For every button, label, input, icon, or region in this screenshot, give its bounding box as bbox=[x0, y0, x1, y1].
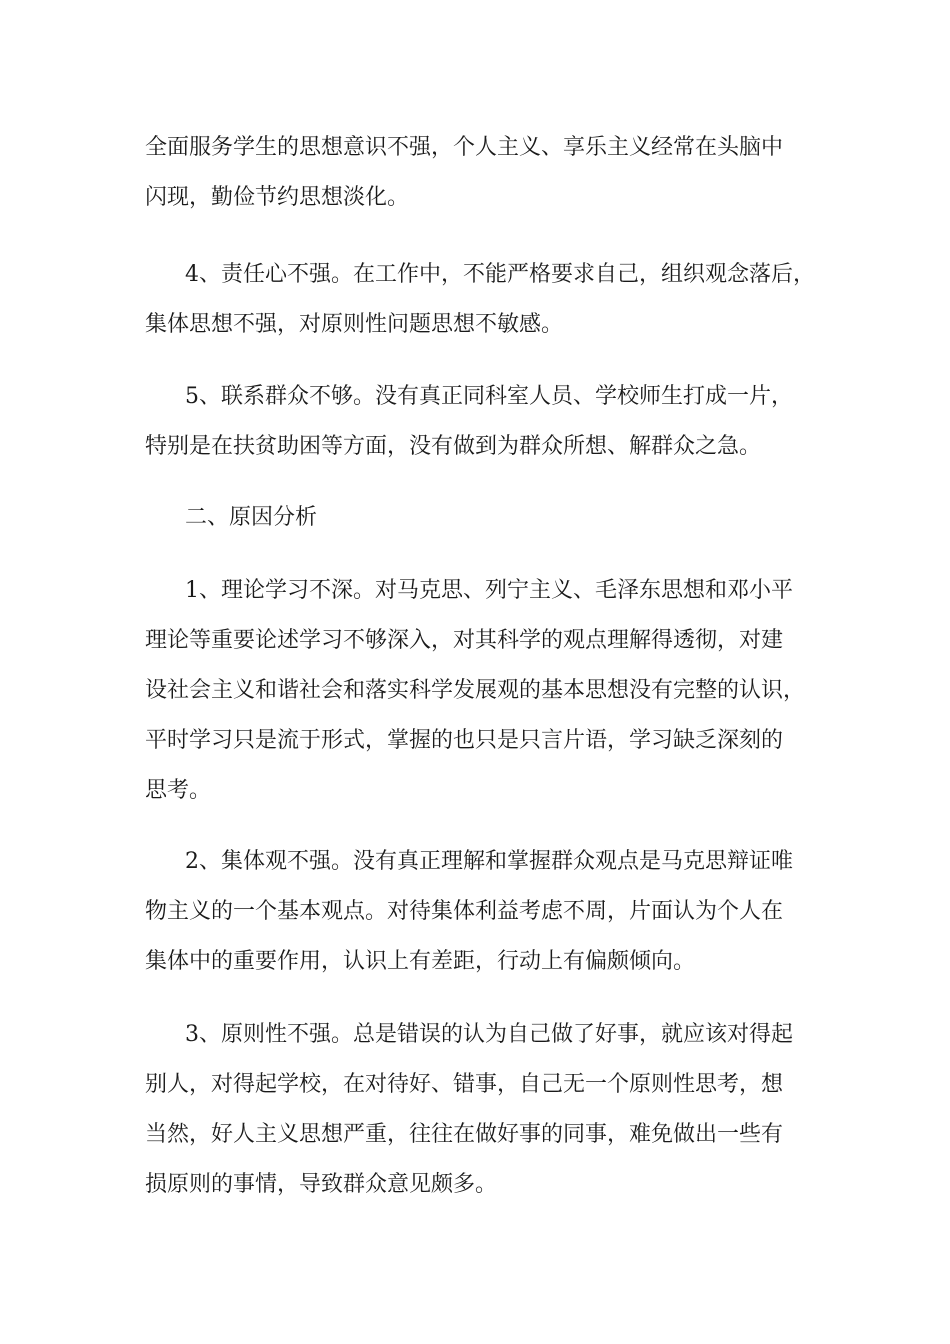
paragraph-item-5 bbox=[145, 372, 817, 472]
text-line: 4、责任心不强。在工作中，不能严格要求自己，组织观念落后， bbox=[185, 262, 815, 287]
paragraph-item-4 bbox=[145, 250, 817, 350]
section-heading-cause-analysis bbox=[145, 493, 817, 543]
text-line: 别人，对得起学校，在对待好、错事，自己无一个原则性思考，想 bbox=[145, 1072, 784, 1097]
text-line: 物主义的一个基本观点。对待集体利益考虑不周，片面认为个人在 bbox=[145, 899, 784, 924]
text-line: 理论等重要论述学习不够深入，对其科学的观点理解得透彻，对建 bbox=[145, 628, 784, 653]
heading-text: 二、原因分析 bbox=[185, 505, 318, 530]
text-line: 思考。 bbox=[145, 778, 212, 803]
text-line: 集体中的重要作用，认识上有差距，行动上有偏颇倾向。 bbox=[145, 949, 696, 974]
text-line: 集体思想不强，对原则性问题思想不敏感。 bbox=[145, 312, 564, 337]
paragraph-cause-1 bbox=[145, 566, 817, 816]
text-line: 平时学习只是流于形式，掌握的也只是只言片语，学习缺乏深刻的 bbox=[145, 728, 784, 753]
paragraph-cause-3 bbox=[145, 1010, 817, 1210]
paragraph-continuation bbox=[145, 123, 817, 223]
text-line: 特别是在扶贫助困等方面，没有做到为群众所想、解群众之急。 bbox=[145, 434, 762, 459]
text-line: 5、联系群众不够。没有真正同科室人员、学校师生打成一片， bbox=[185, 384, 793, 409]
text-line: 闪现，勤俭节约思想淡化。 bbox=[145, 185, 410, 210]
text-line: 全面服务学生的思想意识不强，个人主义、享乐主义经常在头脑中 bbox=[145, 135, 784, 160]
text-line: 损原则的事情，导致群众意见颇多。 bbox=[145, 1172, 498, 1197]
text-line: 3、原则性不强。总是错误的认为自己做了好事，就应该对得起 bbox=[185, 1022, 793, 1047]
paragraph-cause-2 bbox=[145, 837, 817, 987]
text-line: 当然，好人主义思想严重，往往在做好事的同事，难免做出一些有 bbox=[145, 1122, 784, 1147]
text-line: 设社会主义和谐社会和落实科学发展观的基本思想没有完整的认识， bbox=[145, 678, 806, 703]
text-line: 2、集体观不强。没有真正理解和掌握群众观点是马克思辩证唯 bbox=[185, 849, 793, 874]
text-line: 1、理论学习不深。对马克思、列宁主义、毛泽东思想和邓小平 bbox=[185, 578, 793, 603]
